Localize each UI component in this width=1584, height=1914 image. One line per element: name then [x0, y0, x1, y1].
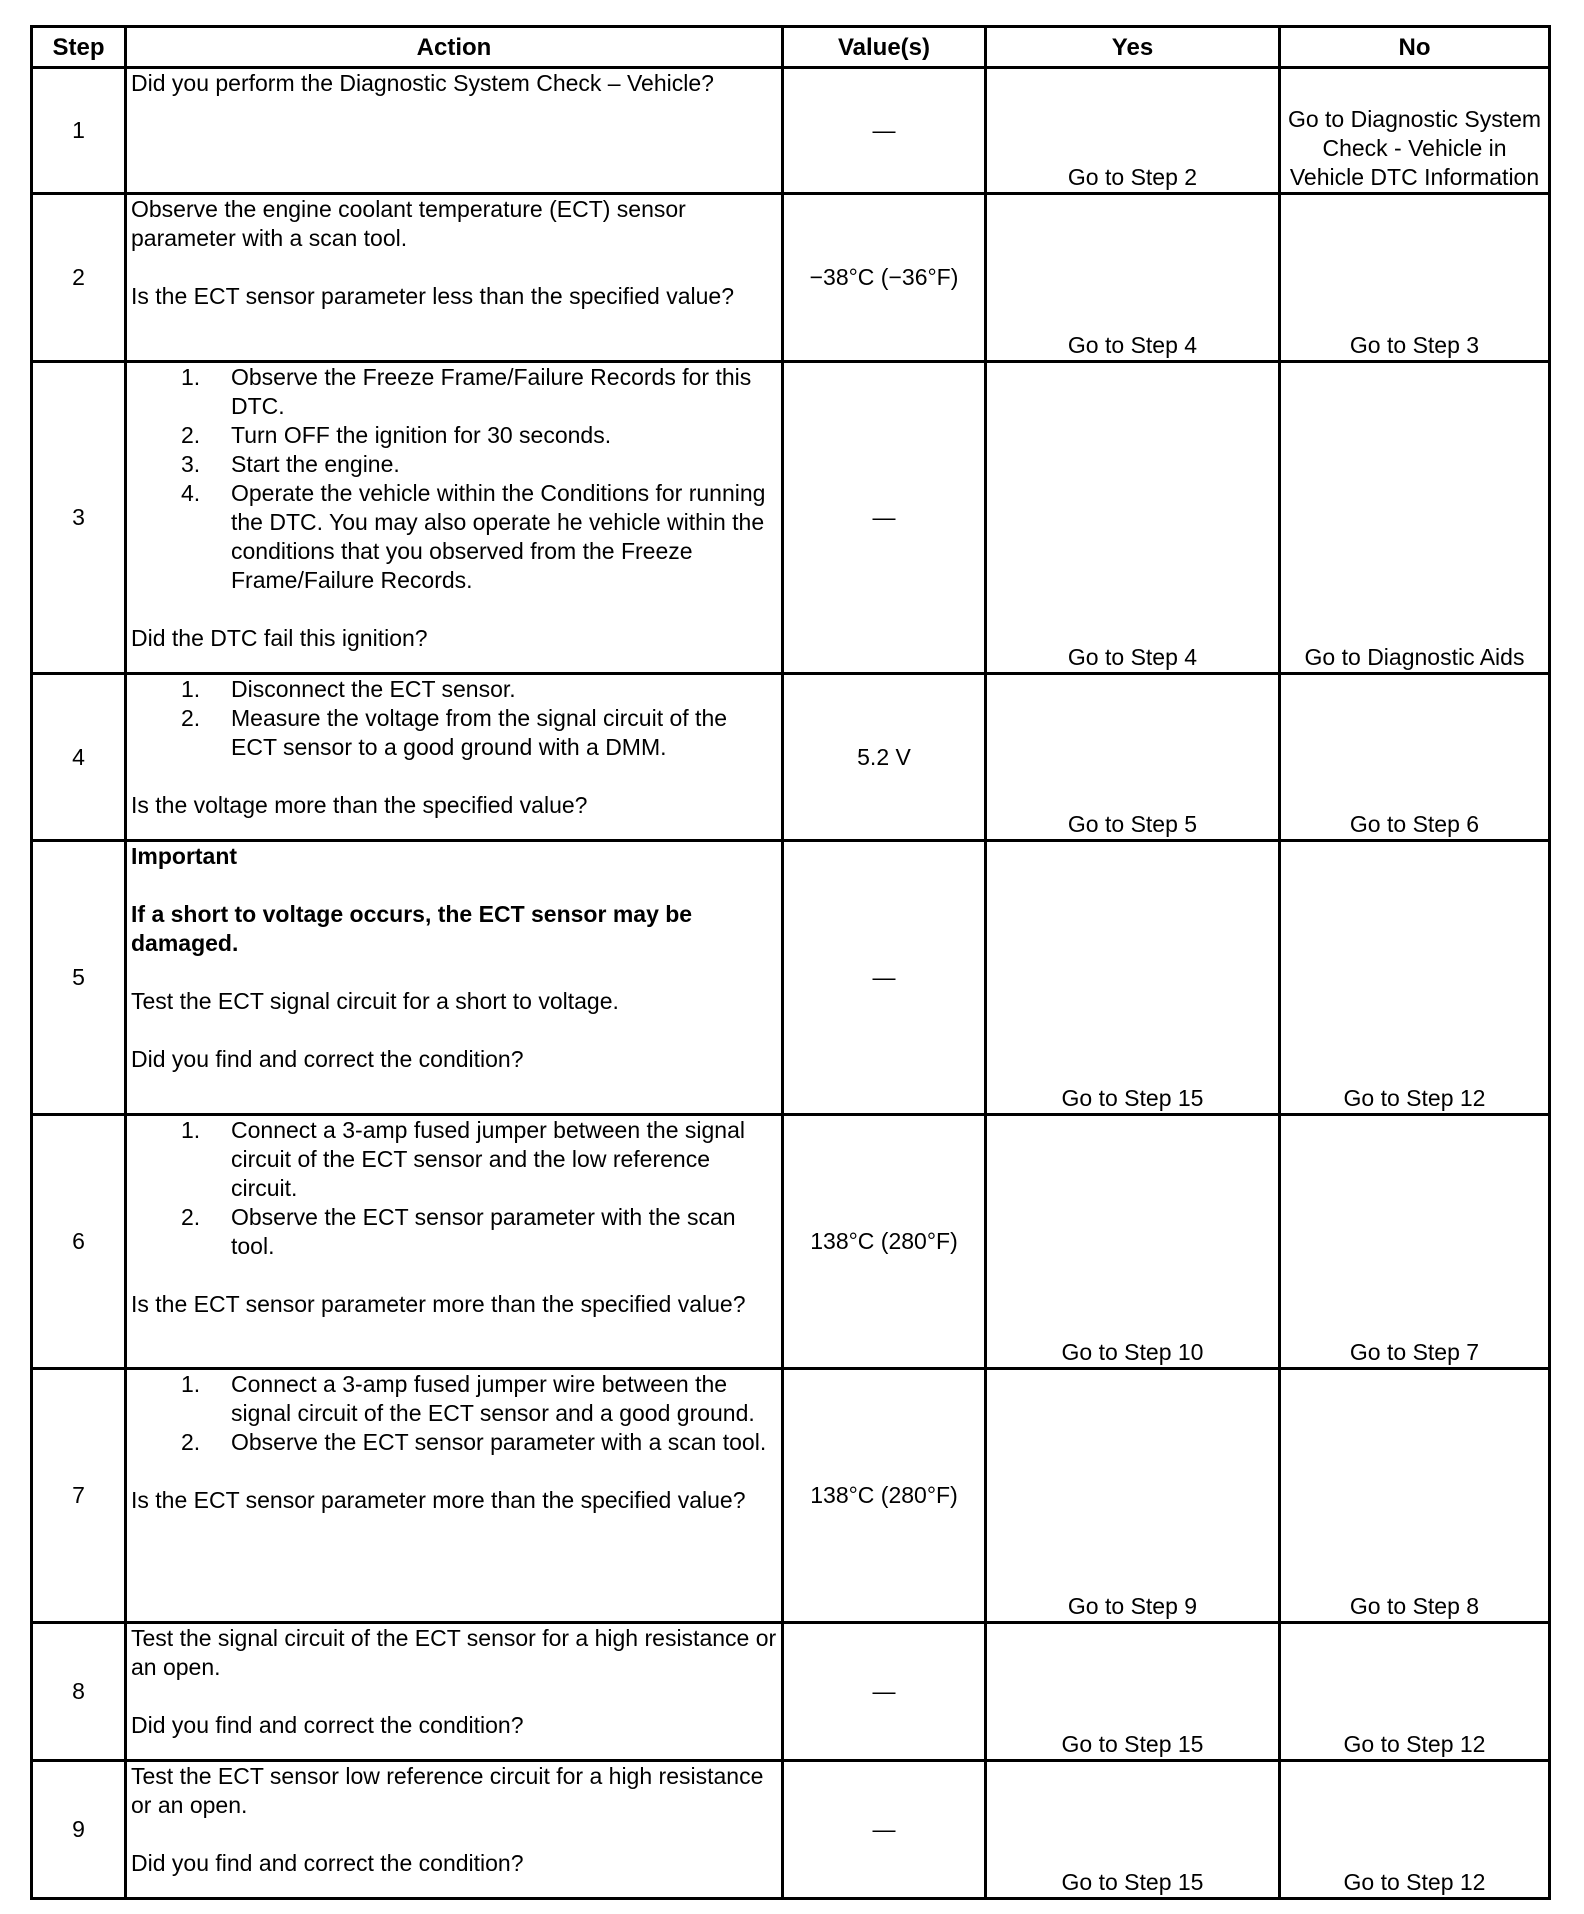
- action-question: Did the DTC fail this ignition?: [131, 625, 428, 651]
- no-cell: Go to Step 6: [1280, 674, 1550, 841]
- action-list: [131, 1370, 777, 1457]
- list-item: 1. Disconnect the ECT sensor.: [181, 676, 516, 702]
- diagnostic-table: [30, 25, 1551, 1900]
- action-cell: [126, 1761, 783, 1899]
- value-cell: 5.2 V: [783, 674, 986, 841]
- action-question: Is the voltage more than the specified value?: [131, 792, 588, 818]
- action-question: Did you find and correct the condition?: [131, 1046, 524, 1072]
- important-text: If a short to voltage occurs, the ECT sensor may be damaged.: [131, 901, 693, 956]
- step-number: 9: [32, 1761, 126, 1899]
- step-number: 7: [32, 1369, 126, 1623]
- action-cell: [126, 1369, 783, 1623]
- step-number: 1: [32, 68, 126, 194]
- value-cell: —: [783, 1623, 986, 1761]
- action-cell: [126, 1623, 783, 1761]
- action-cell: [126, 841, 783, 1115]
- action-cell: [126, 68, 783, 194]
- table-row: [32, 841, 1550, 1115]
- table-row: [32, 194, 1550, 362]
- action-question: Did you find and correct the condition?: [131, 1712, 524, 1738]
- action-question: Is the ECT sensor parameter more than the specified value?: [131, 1291, 746, 1317]
- table-row: [32, 1761, 1550, 1899]
- table-row: [32, 1623, 1550, 1761]
- list-item: 2. Measure the voltage from the signal circuit of the ECT sensor to a good ground with a DMM.: [181, 705, 728, 760]
- action-list: [131, 1116, 777, 1261]
- header-row: [32, 27, 1550, 68]
- step-number: 3: [32, 362, 126, 674]
- table-row: [32, 68, 1550, 194]
- action-text: Test the ECT signal circuit for a short to voltage.: [131, 988, 619, 1014]
- yes-cell: Go to Step 2: [986, 68, 1280, 194]
- action-list: [131, 675, 777, 762]
- table-row: [32, 362, 1550, 674]
- action-cell: [126, 1115, 783, 1369]
- yes-cell: Go to Step 5: [986, 674, 1280, 841]
- no-cell: Go to Step 12: [1280, 1761, 1550, 1899]
- value-cell: 138°C (280°F): [783, 1369, 986, 1623]
- value-cell: —: [783, 362, 986, 674]
- action-question: Is the ECT sensor parameter more than the specified value?: [131, 1487, 746, 1513]
- header-step: Step: [32, 27, 126, 68]
- step-number: 2: [32, 194, 126, 362]
- value-cell: 138°C (280°F): [783, 1115, 986, 1369]
- header-no: No: [1280, 27, 1550, 68]
- step-number: 4: [32, 674, 126, 841]
- list-item: 2. Observe the ECT sensor parameter with the scan tool.: [181, 1204, 736, 1259]
- value-cell: —: [783, 841, 986, 1115]
- no-cell: Go to Diagnostic System Check - Vehicle in Vehicle DTC Information: [1280, 68, 1550, 194]
- step-number: 6: [32, 1115, 126, 1369]
- list-item: 2. Turn OFF the ignition for 30 seconds.: [181, 422, 612, 448]
- value-cell: —: [783, 68, 986, 194]
- yes-cell: Go to Step 4: [986, 362, 1280, 674]
- table-row: [32, 1115, 1550, 1369]
- action-cell: [126, 194, 783, 362]
- action-cell: [126, 362, 783, 674]
- yes-cell: Go to Step 15: [986, 1623, 1280, 1761]
- list-item: 2. Observe the ECT sensor parameter with a scan tool.: [181, 1429, 767, 1455]
- yes-cell: Go to Step 10: [986, 1115, 1280, 1369]
- value-cell: −38°C (−36°F): [783, 194, 986, 362]
- yes-cell: Go to Step 15: [986, 1761, 1280, 1899]
- action-text: Observe the engine coolant temperature (ECT) sensor parameter with a scan tool.: [131, 196, 686, 251]
- header-action: Action: [126, 27, 783, 68]
- action-text: Test the signal circuit of the ECT sensor for a high resistance or an open.: [131, 1625, 777, 1680]
- action-text: Test the ECT sensor low reference circuit for a high resistance or an open.: [131, 1763, 764, 1818]
- yes-cell: Go to Step 9: [986, 1369, 1280, 1623]
- action-text: Did you perform the Diagnostic System Check – Vehicle?: [131, 70, 714, 96]
- list-item: 1. Observe the Freeze Frame/Failure Records for this DTC.: [181, 364, 752, 419]
- table-row: [32, 674, 1550, 841]
- yes-cell: Go to Step 4: [986, 194, 1280, 362]
- no-cell: Go to Step 7: [1280, 1115, 1550, 1369]
- list-item: 1. Connect a 3-amp fused jumper between the signal circuit of the ECT sensor and the low reference circuit.: [181, 1117, 745, 1201]
- no-cell: Go to Step 12: [1280, 1623, 1550, 1761]
- no-cell: Go to Step 8: [1280, 1369, 1550, 1623]
- no-cell: Go to Step 12: [1280, 841, 1550, 1115]
- yes-cell: Go to Step 15: [986, 841, 1280, 1115]
- step-number: 8: [32, 1623, 126, 1761]
- step-number: 5: [32, 841, 126, 1115]
- list-item: 1. Connect a 3-amp fused jumper wire between the signal circuit of the ECT sensor and a good ground.: [181, 1371, 755, 1426]
- value-cell: —: [783, 1761, 986, 1899]
- no-cell: Go to Diagnostic Aids: [1280, 362, 1550, 674]
- table-row: [32, 1369, 1550, 1623]
- list-item: 3. Start the engine.: [181, 451, 400, 477]
- action-cell: [126, 674, 783, 841]
- header-yes: Yes: [986, 27, 1280, 68]
- action-question: Did you find and correct the condition?: [131, 1850, 524, 1876]
- list-item: 4. Operate the vehicle within the Conditions for running the DTC. You may also operate he vehicle within the conditions that you observed from the Freeze Frame/Failure Records.: [181, 480, 766, 593]
- no-cell: Go to Step 3: [1280, 194, 1550, 362]
- header-values: Value(s): [783, 27, 986, 68]
- action-question: Is the ECT sensor parameter less than the specified value?: [131, 283, 735, 309]
- action-list: [131, 363, 777, 595]
- important-label: Important: [131, 843, 238, 869]
